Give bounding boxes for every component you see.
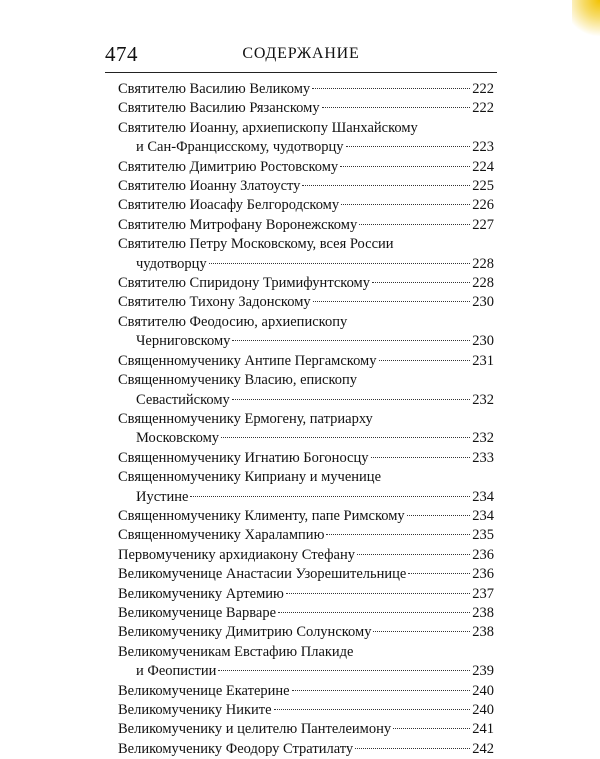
toc-page-number: 241 (472, 721, 494, 738)
dot-leader (278, 612, 470, 613)
dot-leader (357, 554, 470, 555)
toc-entry-title-line: Севастийскому (136, 391, 230, 408)
toc-page-number: 227 (472, 216, 494, 233)
toc-page-number: 233 (472, 449, 494, 466)
toc-entry-row (118, 720, 494, 739)
toc-entry-title-line: Священномученику Ермогену, патриарху (118, 410, 373, 427)
dot-leader (372, 282, 470, 283)
toc-entry (118, 352, 494, 371)
toc-entry (118, 410, 494, 449)
toc-entry-title-line: Священномученику Киприану и мученице (118, 469, 382, 486)
toc-entry-title-line: Московскому (136, 430, 220, 447)
toc-entry-row (118, 585, 494, 604)
toc-entry-row (118, 293, 494, 312)
toc-entry-title-line: Великомученице Екатерине (118, 682, 290, 699)
toc-entry-row (118, 196, 494, 215)
toc-entry (118, 449, 494, 468)
toc-entry (118, 701, 494, 720)
page-edge-tint (572, 0, 600, 40)
dot-leader (232, 399, 470, 400)
toc-page-number: 226 (472, 197, 494, 214)
toc-entry (118, 604, 494, 623)
toc-entry-title-line: Святителю Тихону Задонскому (118, 294, 311, 311)
toc-entry-title-line: Великомученику и целителю Пантелеимону (118, 721, 392, 738)
toc-entry-title-line: и Сан-Францисскому, чудотворцу (136, 139, 344, 156)
toc-entry (118, 740, 494, 759)
toc-entry (118, 585, 494, 604)
toc-page-number: 222 (472, 81, 494, 97)
toc-entry-row (118, 662, 494, 681)
toc-entry (118, 293, 494, 312)
toc-page-number: 228 (472, 275, 494, 292)
toc-page-number: 238 (472, 624, 494, 641)
toc-entry (118, 565, 494, 584)
dot-leader (373, 631, 470, 632)
toc-entry (118, 274, 494, 293)
dot-leader (292, 690, 471, 691)
toc-entry (118, 158, 494, 177)
dot-leader (286, 593, 470, 594)
header-rule (105, 72, 497, 73)
toc-entry-title-line: Великомученику Никите (118, 702, 272, 718)
dot-leader (359, 224, 470, 225)
toc-entry (118, 119, 494, 158)
toc-entry-title-line: Священномученику Власию, епископу (118, 372, 358, 389)
toc-entry-row (118, 449, 494, 468)
dot-leader (322, 107, 471, 108)
dot-leader (340, 166, 470, 167)
toc-entry-row (118, 546, 494, 565)
toc-entry (118, 177, 494, 196)
toc-entry (118, 468, 494, 507)
toc-entry (118, 526, 494, 545)
toc-entry (118, 546, 494, 565)
dot-leader (218, 670, 470, 671)
toc-page-number: 232 (472, 430, 494, 447)
toc-entry-title-line: Святителю Петру Московскому, всея России (118, 236, 394, 253)
toc-page-number: 228 (472, 255, 494, 272)
toc-entry-row (118, 623, 494, 642)
toc-entry-title-line: Священномученику Харалампию (118, 527, 325, 544)
toc-entry-row (118, 138, 494, 157)
toc-page-number: 240 (472, 682, 494, 699)
toc-entry-row (118, 507, 494, 526)
toc-entry-title-line: Великомученику Феодору Стратилату (118, 740, 354, 757)
toc-page-number: 242 (472, 740, 494, 757)
toc-page-number: 235 (472, 527, 494, 544)
toc-page-number: 225 (472, 178, 494, 195)
toc-entry (118, 643, 494, 682)
dot-leader (346, 146, 471, 147)
toc-entry-row (118, 682, 494, 701)
toc-entry-row (118, 274, 494, 293)
toc-entry-title-line: Первомученику архидиакону Стефану (118, 546, 355, 563)
dot-leader (274, 709, 471, 710)
toc-entry-title-line: Святителю Василию Рязанскому (118, 100, 320, 117)
toc-page-number: 236 (472, 546, 494, 563)
toc-entry-title-line: Святителю Василию Великому (118, 81, 311, 97)
dot-leader (209, 263, 471, 264)
toc-entry-title-line: Великомученику Димитрию Солунскому (118, 624, 372, 641)
toc-entry-row (118, 488, 494, 507)
toc-entry (118, 720, 494, 739)
toc-page-number: 236 (472, 566, 494, 583)
toc-entry (118, 80, 494, 99)
toc-entry-row (118, 604, 494, 623)
toc-entry-title-line: Иустине (136, 488, 189, 505)
toc-entry (118, 235, 494, 274)
toc-entry-row (118, 565, 494, 584)
toc-entry-title-line: Великомученику Артемию (118, 585, 284, 602)
toc-entry-title-line: Святителю Иоасафу Белгородскому (118, 197, 340, 214)
toc-entry (118, 682, 494, 701)
dot-leader (302, 185, 470, 186)
toc-page-number: 223 (472, 139, 494, 156)
toc-page-number: 230 (472, 294, 494, 311)
toc-entry-row (118, 352, 494, 371)
toc-entry-title-line: чудотворцу (136, 255, 207, 272)
toc-page-number: 232 (472, 391, 494, 408)
toc-entry-row (118, 80, 494, 99)
dot-leader (313, 301, 471, 302)
toc-entry-row (118, 216, 494, 235)
table-of-contents (118, 80, 494, 759)
toc-entry-title-line: Великомученице Анастасии Узорешительнице (118, 566, 407, 583)
dot-leader (341, 204, 470, 205)
dot-leader (371, 457, 471, 458)
toc-entry-title-line: Святителю Димитрию Ростовскому (118, 158, 339, 175)
toc-entry-title-line: Святителю Митрофану Воронежскому (118, 216, 358, 233)
toc-entry (118, 196, 494, 215)
toc-entry-title-line: Священномученику Антипе Пергамскому (118, 352, 377, 369)
toc-entry-row (118, 701, 494, 720)
toc-entry-title-line: Черниговскому (136, 333, 231, 350)
toc-entry-title-line: Святителю Иоанну Златоусту (118, 178, 301, 195)
toc-entry-title-line: Священномученику Игнатию Богоносцу (118, 449, 369, 466)
toc-entry-title-line: Святителю Спиридону Тримифунтскому (118, 275, 370, 292)
running-title: СОДЕРЖАНИЕ (242, 45, 360, 62)
toc-entry (118, 216, 494, 235)
toc-entry-row (118, 429, 494, 448)
toc-entry (118, 507, 494, 526)
dot-leader (408, 573, 470, 574)
toc-page-number: 222 (472, 100, 494, 117)
dot-leader (312, 88, 470, 89)
toc-entry-title-line: Священномученику Клименту, папе Римскому (118, 507, 405, 524)
toc-page-number: 231 (472, 352, 494, 369)
toc-entry-title-line: Святителю Феодосию, архиепископу (118, 313, 348, 330)
toc-entry-row (118, 158, 494, 177)
toc-entry-row (118, 332, 494, 351)
page-header (105, 42, 497, 72)
toc-page-number: 239 (472, 663, 494, 680)
toc-entry (118, 371, 494, 410)
dot-leader (379, 360, 471, 361)
dot-leader (326, 534, 470, 535)
toc-entry-row (118, 177, 494, 196)
toc-entry (118, 99, 494, 118)
dot-leader (407, 515, 471, 516)
toc-page-number: 238 (472, 604, 494, 621)
toc-entry (118, 623, 494, 642)
dot-leader (190, 496, 470, 497)
dot-leader (232, 340, 470, 341)
toc-page-number: 237 (472, 585, 494, 602)
dot-leader (221, 437, 470, 438)
toc-entry (118, 313, 494, 352)
toc-page-number: 240 (472, 702, 494, 718)
toc-page-number: 234 (472, 507, 494, 524)
toc-entry-title-line: и Феопистии (136, 663, 217, 680)
dot-leader (393, 728, 470, 729)
toc-page-number: 224 (472, 158, 494, 175)
toc-entry-title-line: Великомученице Варваре (118, 604, 277, 621)
toc-entry-row (118, 526, 494, 545)
toc-entry-row (118, 99, 494, 118)
toc-page-number: 230 (472, 333, 494, 350)
toc-entry-row (118, 255, 494, 274)
toc-entry-title-line: Святителю Иоанну, архиепископу Шанхайскому (118, 119, 418, 136)
page-number: 474 (105, 42, 138, 66)
toc-entry-title-line: Великомученикам Евстафию Плакиде (118, 643, 354, 660)
toc-entry-row (118, 391, 494, 410)
toc-page-number: 234 (472, 488, 494, 505)
toc-entry-row (118, 740, 494, 759)
dot-leader (355, 748, 470, 749)
